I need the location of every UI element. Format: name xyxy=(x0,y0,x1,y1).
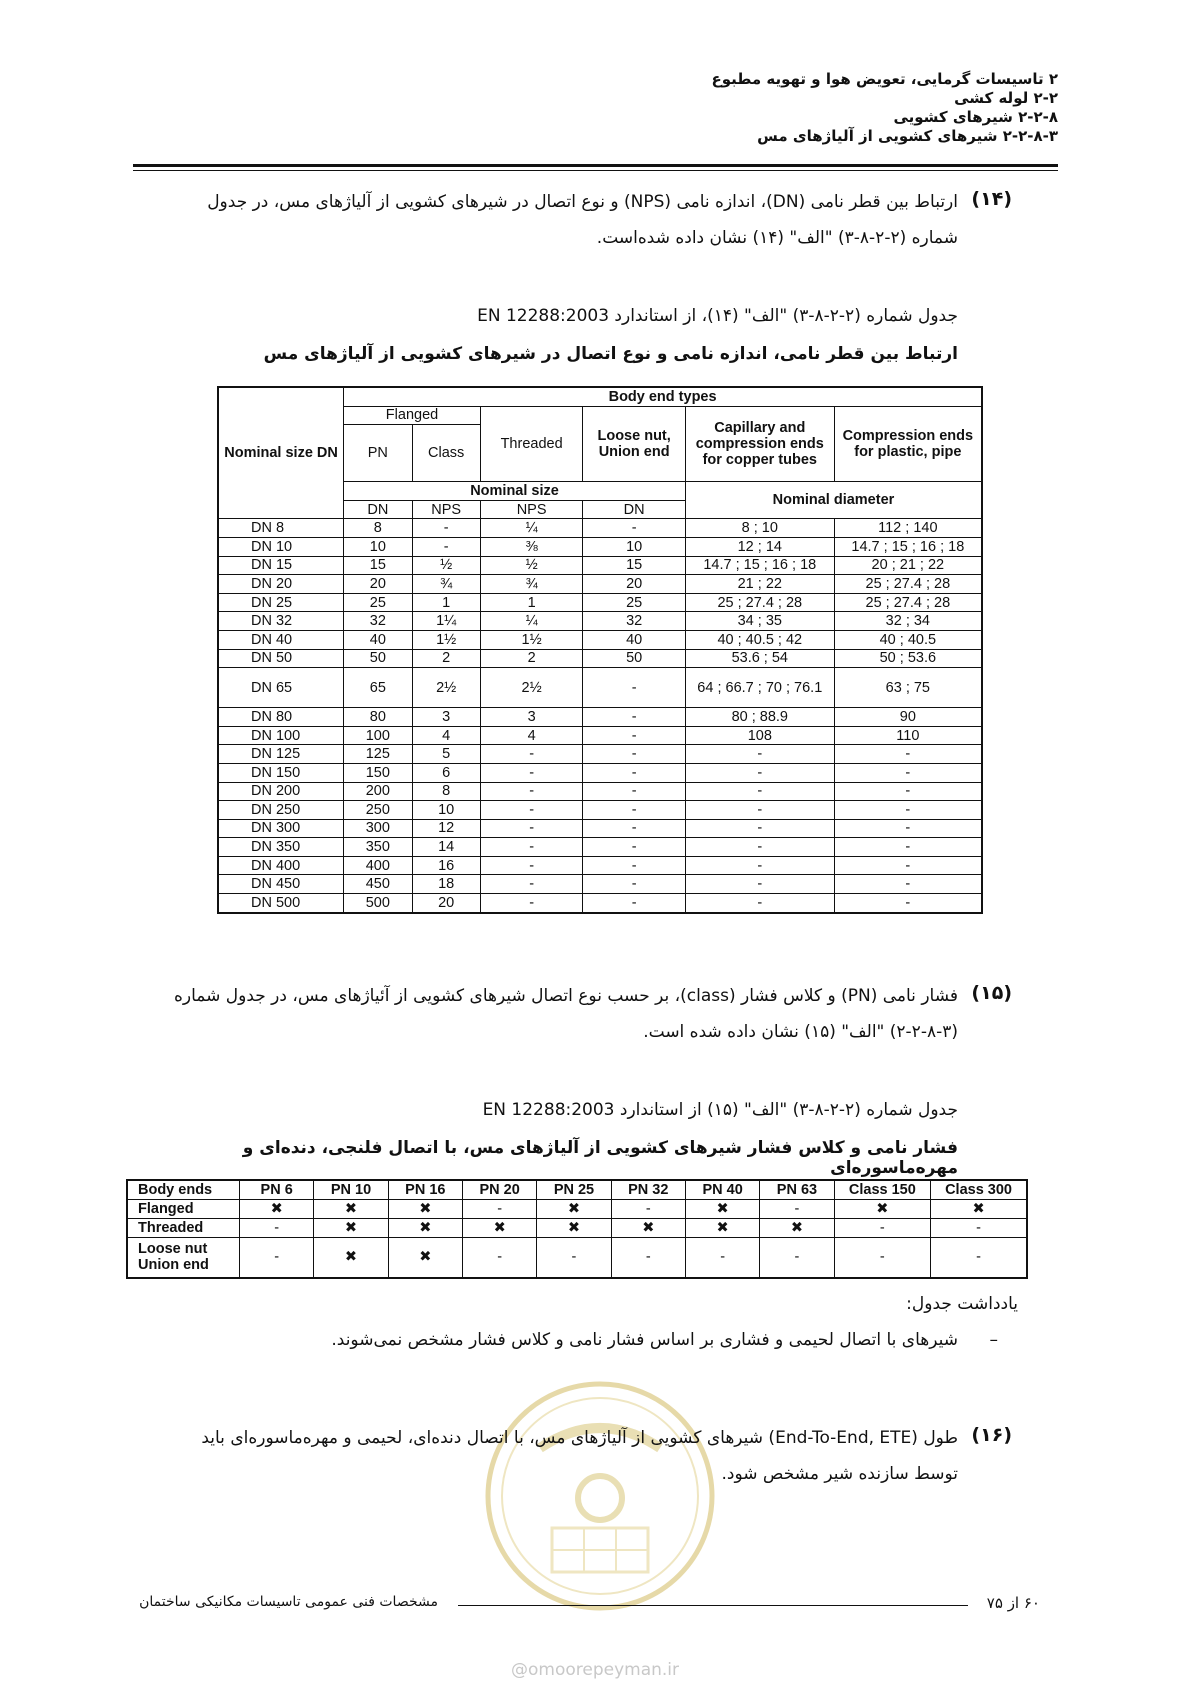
table-cell: 10 xyxy=(344,537,412,556)
table-cell: 65 xyxy=(344,668,412,708)
table-cell: - xyxy=(480,763,583,782)
table-cell: 112 ; 140 xyxy=(834,519,982,538)
table-cell: - xyxy=(611,1238,685,1278)
table-cell: - xyxy=(480,894,583,913)
table-cell: 2½ xyxy=(480,668,583,708)
table-cell: - xyxy=(480,838,583,857)
table-1-caption-title: ارتباط بین قطر نامی، اندازه نامی و نوع اتصال در شیرهای کشویی از آلیاژهای مس xyxy=(263,344,958,364)
table-cell: 21 ; 22 xyxy=(685,575,834,594)
table-row xyxy=(218,801,982,820)
header-line-4: ۲-۲-۸-۳ شیرهای کشویی از آلیاژهای مس xyxy=(757,127,1058,145)
table-cell: 350 xyxy=(344,838,412,857)
header-line-2: ۲-۲ لوله کشی xyxy=(954,89,1058,107)
table-cell: ✖ xyxy=(685,1200,759,1219)
table-cell: 4 xyxy=(412,726,480,745)
table-row-label: Threaded xyxy=(127,1219,240,1238)
table-header-cell: Class 300 xyxy=(931,1180,1027,1200)
table-cell: - xyxy=(537,1238,611,1278)
table-cell: - xyxy=(462,1238,536,1278)
table-cell: 20 xyxy=(344,575,412,594)
table-cell: DN 150 xyxy=(218,763,344,782)
table-cell: 40 ; 40.5 ; 42 xyxy=(685,630,834,649)
paragraph-14-line-2: شماره (۲-۲-۸-۳) "الف" (۱۴) نشان داده شده‌است. xyxy=(596,228,958,248)
table-cell: 3 xyxy=(480,708,583,727)
table-1-caption-ref: جدول شماره (۲-۲-۸-۳) "الف" (۱۴)، از استاندارد EN 12288:2003 xyxy=(477,306,958,326)
table-cell: 25 xyxy=(344,593,412,612)
table-cell: 450 xyxy=(344,875,412,894)
table-cell: 8 xyxy=(344,519,412,538)
paragraph-16 xyxy=(118,1420,958,1492)
table-cell: - xyxy=(583,782,686,801)
paragraph-15-number: (۱۵) xyxy=(971,982,1012,1004)
table-cell: 10 xyxy=(583,537,686,556)
table-cell: 20 xyxy=(583,575,686,594)
table-cell: ✖ xyxy=(931,1200,1027,1219)
table-cell: - xyxy=(462,1200,536,1219)
table-cell: - xyxy=(583,763,686,782)
table-cell: ✖ xyxy=(240,1200,314,1219)
table-cell: 15 xyxy=(583,556,686,575)
paragraph-14 xyxy=(158,184,958,256)
sub-dn-1: DN xyxy=(344,500,412,519)
table-2-caption-title: فشار نامی و کلاس فشار شیرهای کشویی از آلیاژهای مس، با اتصال فلنجی، دنده‌ای و مهره‌ماسوره‌ای xyxy=(242,1138,958,1178)
table-cell: 14 xyxy=(412,838,480,857)
table-cell: 1¼ xyxy=(412,612,480,631)
table-cell: - xyxy=(834,1219,930,1238)
table-cell: 400 xyxy=(344,856,412,875)
table-row-label: Flanged xyxy=(127,1200,240,1219)
head-capillary: Capillary and compression ends for copper tubes xyxy=(685,406,834,482)
table-cell: DN 20 xyxy=(218,575,344,594)
head-threaded: Threaded xyxy=(480,406,583,482)
head-flanged: Flanged xyxy=(344,406,481,425)
table-cell: - xyxy=(583,745,686,764)
table-cell: 2½ xyxy=(412,668,480,708)
table-row xyxy=(218,819,982,838)
table-cell: ✖ xyxy=(760,1219,834,1238)
head-nominal-diameter: Nominal diameter xyxy=(685,482,982,519)
table-cell: ✖ xyxy=(388,1200,462,1219)
table-cell: DN 10 xyxy=(218,537,344,556)
table-cell: DN 350 xyxy=(218,838,344,857)
table-cell: - xyxy=(685,782,834,801)
publisher-seal-logo xyxy=(482,1378,718,1614)
table-cell: - xyxy=(834,1238,930,1278)
table-header-cell: Body ends xyxy=(127,1180,240,1200)
table-row xyxy=(218,763,982,782)
table-cell: 5 xyxy=(412,745,480,764)
table-cell: ✖ xyxy=(388,1238,462,1278)
table-header-cell: PN 6 xyxy=(240,1180,314,1200)
table-cell: 25 ; 27.4 ; 28 xyxy=(834,575,982,594)
table-cell: DN 50 xyxy=(218,649,344,668)
table-cell: DN 65 xyxy=(218,668,344,708)
table-cell: 14.7 ; 15 ; 16 ; 18 xyxy=(834,537,982,556)
table-cell: 14.7 ; 15 ; 16 ; 18 xyxy=(685,556,834,575)
table-cell: ¾ xyxy=(480,575,583,594)
table-cell: 150 xyxy=(344,763,412,782)
table-header-cell: PN 32 xyxy=(611,1180,685,1200)
table-cell: 300 xyxy=(344,819,412,838)
table-row xyxy=(218,726,982,745)
header-rule-thick xyxy=(133,164,1058,167)
table-cell: - xyxy=(685,763,834,782)
table-cell: - xyxy=(583,856,686,875)
table-cell: - xyxy=(834,763,982,782)
table-cell: 18 xyxy=(412,875,480,894)
table-cell: ✖ xyxy=(314,1219,388,1238)
paragraph-14-number: (۱۴) xyxy=(971,188,1012,210)
table-cell: ¾ xyxy=(412,575,480,594)
table-cell: 125 xyxy=(344,745,412,764)
table-cell: - xyxy=(480,782,583,801)
sub-nps-2: NPS xyxy=(480,500,583,519)
table-cell: - xyxy=(760,1200,834,1219)
table-cell: ¼ xyxy=(480,519,583,538)
paragraph-15-line-1: فشار نامی (PN) و کلاس فشار (class)، بر حسب نوع اتصال شیرهای کشویی از آ‌ئیاژهای مس، در جدول شماره xyxy=(174,986,958,1006)
table-cell: ✖ xyxy=(314,1200,388,1219)
paragraph-16-number: (۱۶) xyxy=(971,1424,1012,1446)
table-cell: ⅜ xyxy=(480,537,583,556)
table-cell: - xyxy=(685,856,834,875)
table-cell: - xyxy=(760,1238,834,1278)
table-cell: - xyxy=(834,782,982,801)
table-cell: ½ xyxy=(412,556,480,575)
table-cell: - xyxy=(583,708,686,727)
head-nominal-size-dn: Nominal size DN xyxy=(218,387,344,519)
table-cell: 32 xyxy=(344,612,412,631)
head-nominal-size: Nominal size xyxy=(344,482,686,501)
table-header-cell: PN 63 xyxy=(760,1180,834,1200)
table-cell: - xyxy=(480,801,583,820)
paragraph-16-line-2: توسط سازنده شیر مشخص شود. xyxy=(721,1464,958,1484)
table-header-row xyxy=(127,1180,1027,1200)
head-loose-nut: Loose nut, Union end xyxy=(583,406,686,482)
table-cell: - xyxy=(480,856,583,875)
table-cell: - xyxy=(583,819,686,838)
table-cell: 63 ; 75 xyxy=(834,668,982,708)
table-cell: DN 15 xyxy=(218,556,344,575)
sub-nps-1: NPS xyxy=(412,500,480,519)
table-header-cell: PN 25 xyxy=(537,1180,611,1200)
table-cell: - xyxy=(834,875,982,894)
table-cell: - xyxy=(685,894,834,913)
table-cell: 32 xyxy=(583,612,686,631)
table-cell: 20 ; 21 ; 22 xyxy=(834,556,982,575)
table-row xyxy=(218,782,982,801)
table-cell: 8 xyxy=(412,782,480,801)
table-cell: - xyxy=(583,801,686,820)
table-header-cell: PN 10 xyxy=(314,1180,388,1200)
table-cell: - xyxy=(240,1238,314,1278)
table-row xyxy=(218,668,982,708)
table-cell: DN 125 xyxy=(218,745,344,764)
table-cell: 80 ; 88.9 xyxy=(685,708,834,727)
table-cell: 500 xyxy=(344,894,412,913)
table-cell: ✖ xyxy=(314,1238,388,1278)
table-cell: 53.6 ; 54 xyxy=(685,649,834,668)
nominal-size-table xyxy=(217,386,983,914)
table-cell: 40 xyxy=(583,630,686,649)
footer-rule xyxy=(458,1605,968,1606)
table-note-dash: – xyxy=(989,1330,998,1350)
table-cell: 100 xyxy=(344,726,412,745)
table-cell: 200 xyxy=(344,782,412,801)
table-cell: 1½ xyxy=(412,630,480,649)
table-cell: 50 ; 53.6 xyxy=(834,649,982,668)
paragraph-16-line-1: طول (End-To-End, ETE) شیرهای کشویی از آلیاژهای مس، با اتصال دنده‌ای، لحیمی و مهره‌ماسوره‌ای باید xyxy=(201,1428,958,1448)
table-cell: 15 xyxy=(344,556,412,575)
table-cell: - xyxy=(685,801,834,820)
table-cell: - xyxy=(931,1219,1027,1238)
running-header xyxy=(158,70,1058,146)
table-cell: ¼ xyxy=(480,612,583,631)
table-cell: - xyxy=(412,537,480,556)
table-cell: 16 xyxy=(412,856,480,875)
table-cell: - xyxy=(583,726,686,745)
table-cell: - xyxy=(583,894,686,913)
table-cell: 25 ; 27.4 ; 28 xyxy=(834,593,982,612)
head-body-end-types: Body end types xyxy=(344,387,982,406)
table-cell: 110 xyxy=(834,726,982,745)
table-header-cell: PN 16 xyxy=(388,1180,462,1200)
table-row xyxy=(218,708,982,727)
table-cell: - xyxy=(834,819,982,838)
table-cell: 25 xyxy=(583,593,686,612)
table-row xyxy=(218,519,982,538)
table-cell: - xyxy=(480,875,583,894)
table-cell: DN 250 xyxy=(218,801,344,820)
table-row xyxy=(218,630,982,649)
table-cell: ✖ xyxy=(834,1200,930,1219)
sub-dn-2: DN xyxy=(583,500,686,519)
header-rule-thin xyxy=(133,170,1058,171)
paragraph-14-line-1: ارتباط بین قطر نامی (DN)، اندازه نامی (NPS) و نوع اتصال در شیرهای کشویی از آلیاژهای مس، در جدول xyxy=(207,192,958,212)
table-cell: DN 32 xyxy=(218,612,344,631)
table-cell: ½ xyxy=(480,556,583,575)
table-row xyxy=(218,649,982,668)
table-cell: 8 ; 10 xyxy=(685,519,834,538)
table-row xyxy=(218,856,982,875)
table-cell: - xyxy=(685,838,834,857)
table-header-cell: Class 150 xyxy=(834,1180,930,1200)
table-cell: 250 xyxy=(344,801,412,820)
table-cell: - xyxy=(583,519,686,538)
table-row-label: Loose nut Union end xyxy=(127,1238,240,1278)
table-cell: ✖ xyxy=(611,1219,685,1238)
table-cell: 10 xyxy=(412,801,480,820)
table-cell: 20 xyxy=(412,894,480,913)
table-cell: - xyxy=(834,745,982,764)
table-cell: ✖ xyxy=(388,1219,462,1238)
table-cell: - xyxy=(834,838,982,857)
table-row xyxy=(218,593,982,612)
paragraph-15-line-2: (۲-۲-۸-۳) "الف" (۱۵) نشان داده شده است. xyxy=(643,1022,958,1042)
table-cell: DN 300 xyxy=(218,819,344,838)
table-row xyxy=(218,537,982,556)
table-row xyxy=(218,556,982,575)
table-row xyxy=(127,1219,1027,1238)
footer-document-title: مشخصات فنی عمومی تاسیسات مکانیکی ساختمان xyxy=(139,1594,438,1610)
table-cell: 34 ; 35 xyxy=(685,612,834,631)
table-cell: - xyxy=(931,1238,1027,1278)
table-cell: - xyxy=(583,838,686,857)
table-note-item-1: شیرهای با اتصال لحیمی و فشاری بر اساس فشار نامی و کلاس فشار مشخص نمی‌شوند. xyxy=(331,1330,958,1350)
table-cell: 80 xyxy=(344,708,412,727)
table-cell: 12 ; 14 xyxy=(685,537,834,556)
table-cell: - xyxy=(240,1219,314,1238)
table-cell: - xyxy=(685,819,834,838)
table-2-caption-ref: جدول شماره (۲-۲-۸-۳) "الف" (۱۵) از استاندارد EN 12288:2003 xyxy=(482,1100,958,1120)
table-cell: 1½ xyxy=(480,630,583,649)
table-cell: - xyxy=(834,856,982,875)
table-cell: DN 500 xyxy=(218,894,344,913)
table-cell: DN 400 xyxy=(218,856,344,875)
table-cell: ✖ xyxy=(462,1219,536,1238)
table-cell: ✖ xyxy=(685,1219,759,1238)
table-row xyxy=(127,1238,1027,1278)
table-header-cell: PN 40 xyxy=(685,1180,759,1200)
table-cell: 1 xyxy=(412,593,480,612)
header-line-3: ۲-۲-۸ شیرهای کشویی xyxy=(893,108,1058,126)
table-cell: - xyxy=(480,745,583,764)
pressure-class-table xyxy=(126,1179,1028,1279)
table-cell: - xyxy=(480,819,583,838)
table-cell: DN 25 xyxy=(218,593,344,612)
table-cell: - xyxy=(685,745,834,764)
table-header-cell: PN 20 xyxy=(462,1180,536,1200)
table-cell: 40 ; 40.5 xyxy=(834,630,982,649)
table-row xyxy=(127,1200,1027,1219)
header-line-1: ۲ تاسیسات گرمایی، تعویض هوا و تهویه مطبوع xyxy=(711,70,1058,88)
table-cell: 4 xyxy=(480,726,583,745)
table-cell: ✖ xyxy=(537,1219,611,1238)
table-cell: 3 xyxy=(412,708,480,727)
head-pn: PN xyxy=(344,425,412,482)
table-cell: - xyxy=(583,668,686,708)
table-cell: 1 xyxy=(480,593,583,612)
table-cell: - xyxy=(611,1200,685,1219)
head-class: Class xyxy=(412,425,480,482)
table-cell: 50 xyxy=(583,649,686,668)
table-cell: 6 xyxy=(412,763,480,782)
table-cell: DN 450 xyxy=(218,875,344,894)
table-cell: - xyxy=(583,875,686,894)
table-cell: - xyxy=(685,1238,759,1278)
table-cell: DN 8 xyxy=(218,519,344,538)
table-cell: ✖ xyxy=(537,1200,611,1219)
table-row xyxy=(218,612,982,631)
table-cell: - xyxy=(685,875,834,894)
nominal-size-table-body xyxy=(218,519,982,913)
table-cell: - xyxy=(834,894,982,913)
table-row xyxy=(218,745,982,764)
table-cell: 40 xyxy=(344,630,412,649)
table-cell: DN 200 xyxy=(218,782,344,801)
table-cell: 50 xyxy=(344,649,412,668)
table-cell: 25 ; 27.4 ; 28 xyxy=(685,593,834,612)
table-note-title: یادداشت جدول: xyxy=(906,1294,1018,1314)
table-row xyxy=(218,575,982,594)
table-row xyxy=(218,894,982,913)
paragraph-15 xyxy=(118,978,958,1050)
table-row xyxy=(218,838,982,857)
table-cell: - xyxy=(834,801,982,820)
website-watermark: @omoorepeyman.ir xyxy=(510,1660,680,1680)
head-compression: Compression ends for plastic, pipe xyxy=(834,406,982,482)
table-row xyxy=(218,875,982,894)
footer-page-number: ۶۰ از ۷۵ xyxy=(986,1594,1040,1612)
table-cell: 108 xyxy=(685,726,834,745)
table-cell: 32 ; 34 xyxy=(834,612,982,631)
table-cell: 2 xyxy=(480,649,583,668)
table-cell: 90 xyxy=(834,708,982,727)
table-cell: 2 xyxy=(412,649,480,668)
table-cell: DN 80 xyxy=(218,708,344,727)
table-cell: 64 ; 66.7 ; 70 ; 76.1 xyxy=(685,668,834,708)
table-cell: 12 xyxy=(412,819,480,838)
table-cell: - xyxy=(412,519,480,538)
table-cell: DN 40 xyxy=(218,630,344,649)
table-cell: DN 100 xyxy=(218,726,344,745)
